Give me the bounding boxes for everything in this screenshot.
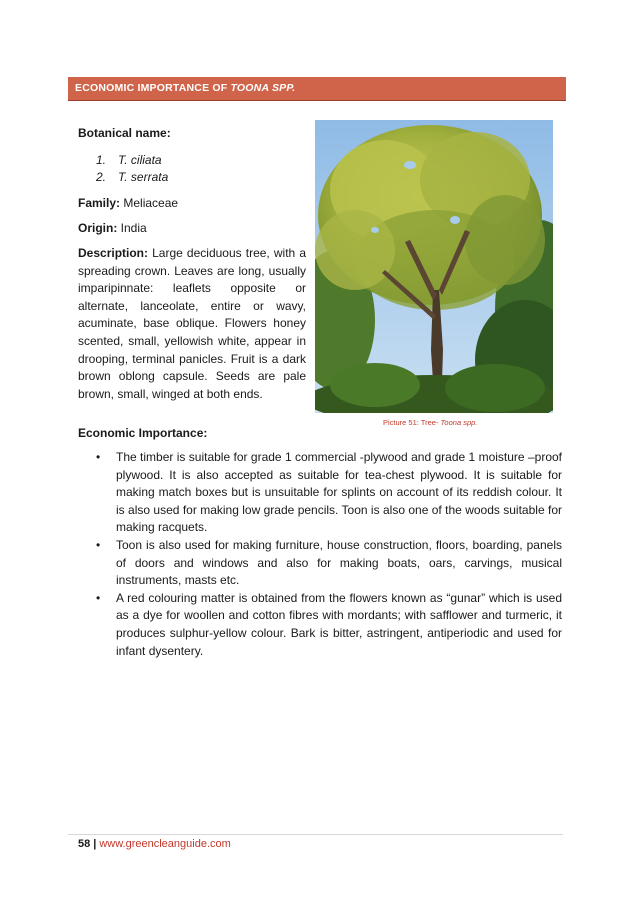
list-number: 1. (96, 153, 107, 167)
bullet-text: A red colouring matter is obtained from the flowers known as “gunar” which is used as a dye for woollen and cotton fibres with mordants; with safflower and turmeric, it produces sulphur-yellow colour. Bark is bitter, astringent, antiperiodic and used for infant dysentery. (116, 590, 562, 658)
tree-photo (315, 120, 553, 413)
list-number: 2. (96, 170, 107, 184)
description-text: Large deciduous tree, with a spreading crown. Leaves are long, usually imparipinnate: leaflets opposite or alternate, lanceolate, entire or wavy, acuminate, base oblique. Flowers honey scented, small, yellowish white, appear in drooping, terminal panicles. Fruit is a dark brown oblong capsule. Seeds are pale brown, small, winged at both ends. (78, 246, 306, 401)
economic-importance-list (96, 449, 562, 660)
list-item (96, 449, 562, 537)
origin-line (78, 220, 147, 238)
heading-genus: TOONA SPP. (230, 82, 296, 94)
botanical-name-label: Botanical name: (78, 126, 171, 140)
family-value: Meliaceae (123, 196, 179, 210)
list-item (96, 537, 562, 590)
bullet-icon: • (96, 537, 101, 552)
species-name: T. serrata (118, 170, 169, 184)
bullet-text: Toon is also used for making furniture, house construction, floors, boarding, panels of doors and windows and also for making boats, oars, carvings, musical instruments, masts etc. (116, 537, 562, 588)
description-paragraph (78, 245, 306, 403)
origin-label: Origin: (78, 221, 118, 235)
list-item (96, 169, 168, 186)
family-label: Family: (78, 196, 121, 210)
website-link[interactable]: www.greencleanguide.com (99, 838, 231, 850)
description-label: Description: (78, 246, 149, 260)
caption-text: Picture 51: Tree- (383, 418, 441, 427)
botanical-name-list (96, 152, 168, 186)
tree-illustration (315, 120, 553, 413)
caption-genus: Toona spp. (440, 418, 478, 427)
species-name: T. ciliata (118, 153, 162, 167)
page-footer (78, 838, 231, 850)
footer-separator: | (93, 838, 97, 850)
bullet-icon: • (96, 590, 101, 605)
family-line (78, 195, 178, 213)
bullet-icon: • (96, 450, 101, 464)
bullet-text: The timber is suitable for grade 1 commercial -plywood and grade 1 moisture –proof plywood. It is also accepted as suitable for tea-chest plywood. It is suitable for making match boxes but is unsuitable for splints on account of its reddish colour. It is also used for making low grade pencils. Toon is also one of the woods suitable for making racquets. (116, 450, 562, 535)
origin-value: India (120, 221, 147, 235)
page-number: 58 (78, 838, 91, 850)
footer-divider (68, 834, 563, 835)
list-item (96, 590, 562, 660)
heading-text: ECONOMIC IMPORTANCE OF (75, 82, 231, 94)
economic-importance-label: Economic Importance: (78, 426, 208, 440)
list-item (96, 152, 168, 169)
section-heading-banner (68, 77, 566, 101)
picture-caption (383, 418, 477, 427)
